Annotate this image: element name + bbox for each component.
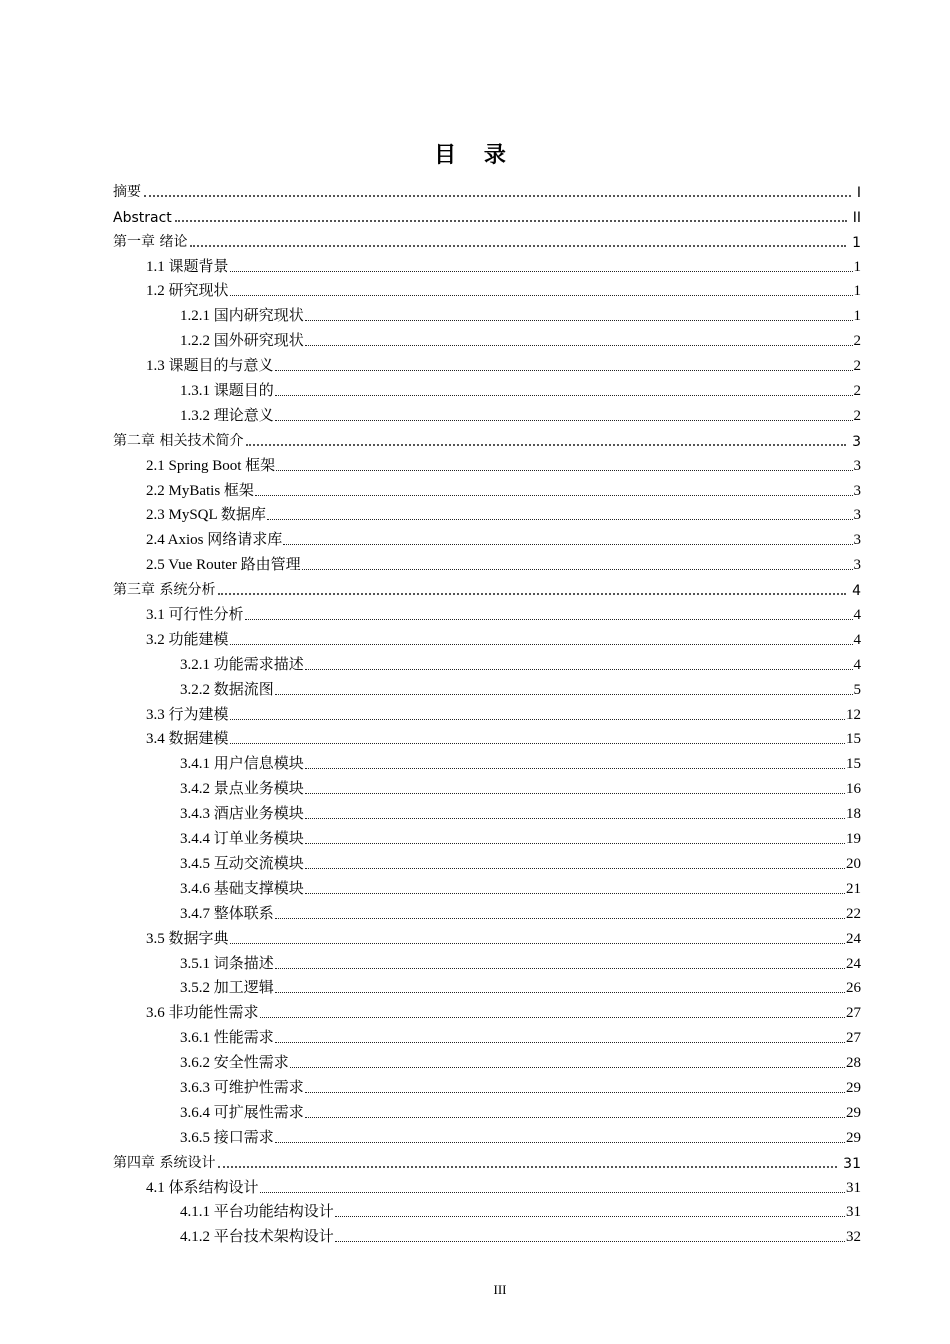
dot-leader (290, 1067, 845, 1068)
toc-entry-page: 2 (853, 383, 861, 400)
toc-entry-title: 3.6 非功能性需求 (146, 1005, 259, 1022)
toc-entry-title: 4.1 体系结构设计 (146, 1179, 259, 1196)
toc-entry[interactable] (113, 1221, 861, 1246)
toc-entry-title: 3.2.2 数据流图 (180, 681, 274, 698)
dot-leader (144, 195, 851, 197)
toc-entry[interactable] (113, 748, 861, 773)
toc-entry-page: 4 (853, 656, 861, 673)
toc-entry[interactable] (113, 848, 861, 873)
dot-leader (218, 1166, 837, 1168)
dot-leader (255, 495, 853, 496)
toc-entry-title: 3.4.5 互动交流模块 (180, 855, 304, 872)
toc-entry-page: 12 (846, 706, 861, 723)
toc-entry-title: 3.2 功能建模 (146, 631, 229, 648)
toc-entry[interactable] (113, 400, 861, 425)
toc-entry[interactable] (113, 475, 861, 500)
dot-leader (305, 1092, 845, 1093)
toc-entry[interactable] (113, 898, 861, 923)
dot-leader (305, 768, 845, 769)
toc-entry[interactable] (113, 674, 861, 699)
dot-leader (275, 395, 853, 396)
toc-entry[interactable] (113, 276, 861, 301)
toc-entry-page: 31 (846, 1179, 861, 1196)
toc-entry[interactable] (113, 599, 861, 624)
toc-entry[interactable] (113, 325, 861, 350)
dot-leader (305, 1117, 845, 1118)
toc-entry-page: 3 (853, 507, 861, 524)
toc-entry[interactable] (113, 798, 861, 823)
toc-entry-page: 2 (853, 333, 861, 350)
toc-entry-title: 3.4.2 景点业务模块 (180, 781, 304, 798)
dot-leader (230, 943, 845, 944)
dot-leader (335, 1241, 845, 1242)
dot-leader (275, 1142, 845, 1143)
toc-entry-page: 3 (853, 557, 861, 574)
toc-entry-title: 4.1.1 平台功能结构设计 (180, 1204, 334, 1221)
toc-entry-page: 1 (852, 234, 861, 251)
toc-entry[interactable] (113, 425, 861, 450)
toc-entry[interactable] (113, 1147, 861, 1172)
toc-entry[interactable] (113, 624, 861, 649)
toc-entry-page: 3 (853, 532, 861, 549)
toc-entry[interactable] (113, 649, 861, 674)
toc-entry-page: 20 (846, 855, 861, 872)
dot-leader (230, 271, 853, 272)
toc-entry-page: 32 (846, 1229, 861, 1246)
toc-entry-page: 1 (853, 308, 861, 325)
toc-entry[interactable] (113, 1097, 861, 1122)
toc-entry-title: 3.6.3 可维护性需求 (180, 1079, 304, 1096)
dot-leader (275, 992, 845, 993)
toc-entry-title: 2.4 Axios 网络请求库 (146, 532, 283, 549)
toc-entry-title: 3.1 可行性分析 (146, 607, 244, 624)
dot-leader (275, 370, 853, 371)
dot-leader (305, 345, 853, 346)
dot-leader (305, 893, 845, 894)
toc-entry-page: 29 (846, 1104, 861, 1121)
dot-leader (218, 593, 846, 595)
toc-entry-page: 3 (853, 457, 861, 474)
toc-entry-page: II (852, 209, 861, 226)
toc-entry-title: 2.5 Vue Router 路由管理 (146, 557, 301, 574)
toc-entry[interactable] (113, 201, 861, 226)
dot-leader (305, 793, 845, 794)
toc-entry-title: 3.2.1 功能需求描述 (180, 656, 304, 673)
toc-entry-title: 3.4.7 整体联系 (180, 905, 274, 922)
dot-leader (335, 1216, 845, 1217)
toc-entry-title: 1.3.1 课题目的 (180, 383, 274, 400)
toc-entry-title: 2.2 MyBatis 框架 (146, 482, 254, 499)
toc-entry-title: 摘要 (113, 183, 141, 200)
toc-entry-page: 15 (846, 756, 861, 773)
toc-entry-title: 3.4.1 用户信息模块 (180, 756, 304, 773)
toc-entry-title: 2.3 MySQL 数据库 (146, 507, 266, 524)
dot-leader (302, 569, 853, 570)
toc-entry-page: 27 (846, 1030, 861, 1047)
toc-entry-title: 3.4.3 酒店业务模块 (180, 806, 304, 823)
toc-entry-title: Abstract (113, 209, 172, 226)
toc-entry-title: 3.3 行为建模 (146, 706, 229, 723)
toc-entry[interactable] (113, 500, 861, 525)
dot-leader (283, 544, 852, 545)
toc-entry-page: 24 (846, 955, 861, 972)
toc-entry-page: 16 (846, 781, 861, 798)
toc-entry-title: 1.3 课题目的与意义 (146, 358, 274, 375)
toc-entry[interactable] (113, 574, 861, 599)
toc-entry-page: 22 (846, 905, 861, 922)
toc-entry[interactable] (113, 176, 861, 201)
toc-entry[interactable] (113, 1122, 861, 1147)
toc-entry-title: 3.5 数据字典 (146, 930, 229, 947)
toc-entry-page: 2 (853, 407, 861, 424)
toc-entry[interactable] (113, 1072, 861, 1097)
dot-leader (275, 918, 845, 919)
toc-entry[interactable] (113, 997, 861, 1022)
toc-entry-page: 15 (846, 731, 861, 748)
toc-entry-page: 3 (853, 482, 861, 499)
dot-leader (305, 669, 853, 670)
dot-leader (260, 1192, 845, 1193)
toc-entry-title: 2.1 Spring Boot 框架 (146, 457, 276, 474)
toc-entry[interactable] (113, 300, 861, 325)
toc-entry[interactable] (113, 724, 861, 749)
dot-leader (230, 719, 845, 720)
toc-entry-page: 29 (846, 1079, 861, 1096)
dot-leader (267, 519, 853, 520)
dot-leader (275, 694, 853, 695)
dot-leader (260, 1017, 845, 1018)
toc-entry[interactable] (113, 1172, 861, 1197)
toc-entry-title: 3.6.4 可扩展性需求 (180, 1104, 304, 1121)
toc-entry[interactable] (113, 948, 861, 973)
toc-entry-page: 4 (853, 631, 861, 648)
dot-leader (305, 843, 845, 844)
dot-leader (275, 420, 853, 421)
dot-leader (275, 968, 845, 969)
toc-entry-title: 3.6.1 性能需求 (180, 1030, 274, 1047)
toc-entry[interactable] (113, 773, 861, 798)
dot-leader (230, 644, 853, 645)
toc-entry-page: 18 (846, 806, 861, 823)
toc-entry[interactable] (113, 524, 861, 549)
dot-leader (305, 818, 845, 819)
toc-entry-page: 19 (846, 831, 861, 848)
toc-entry-page: 1 (853, 258, 861, 275)
toc-entry-title: 3.6.5 接口需求 (180, 1129, 274, 1146)
toc-entry-title: 1.2.1 国内研究现状 (180, 308, 304, 325)
toc-entry[interactable] (113, 823, 861, 848)
toc-entry-title: 3.4.6 基础支撑模块 (180, 880, 304, 897)
toc-entry-page: 4 (853, 607, 861, 624)
toc-entry-page: 26 (846, 980, 861, 997)
dot-leader (230, 743, 845, 744)
toc-entry[interactable] (113, 226, 861, 251)
toc-title: 目 录 (434, 143, 516, 168)
table-of-contents (113, 176, 861, 1246)
toc-entry-title: 1.1 课题背景 (146, 258, 229, 275)
toc-entry[interactable] (113, 549, 861, 574)
toc-entry-title: 3.4 数据建模 (146, 731, 229, 748)
toc-entry-page: 31 (846, 1204, 861, 1221)
toc-entry-title: 3.4.4 订单业务模块 (180, 831, 304, 848)
toc-entry[interactable] (113, 923, 861, 948)
toc-entry-page: 31 (843, 1155, 861, 1172)
toc-entry-page: 27 (846, 1005, 861, 1022)
dot-leader (276, 470, 852, 471)
toc-entry-title: 第三章 系统分析 (113, 582, 216, 599)
toc-entry-page: 3 (852, 433, 861, 450)
toc-entry-page: 29 (846, 1129, 861, 1146)
toc-entry-title: 3.5.1 词条描述 (180, 955, 274, 972)
toc-entry-page: 28 (846, 1055, 861, 1072)
toc-entry-title: 第一章 绪论 (113, 233, 188, 250)
toc-entry-title: 第四章 系统设计 (113, 1154, 216, 1171)
toc-entry-title: 1.3.2 理论意义 (180, 407, 274, 424)
dot-leader (175, 220, 847, 222)
toc-entry-page: I (856, 184, 861, 201)
toc-entry[interactable] (113, 251, 861, 276)
toc-entry-title: 第二章 相关技术简介 (113, 432, 244, 449)
toc-entry-page: 2 (853, 358, 861, 375)
dot-leader (305, 868, 845, 869)
toc-entry[interactable] (113, 873, 861, 898)
toc-entry-page: 1 (853, 283, 861, 300)
toc-entry-title: 1.2.2 国外研究现状 (180, 333, 304, 350)
toc-entry[interactable] (113, 1197, 861, 1222)
toc-entry[interactable] (113, 1047, 861, 1072)
dot-leader (275, 1042, 845, 1043)
dot-leader (245, 619, 853, 620)
toc-entry-page: 21 (846, 880, 861, 897)
dot-leader (190, 245, 846, 247)
toc-entry[interactable] (113, 450, 861, 475)
toc-entry-title: 3.5.2 加工逻辑 (180, 980, 274, 997)
toc-entry[interactable] (113, 1022, 861, 1047)
toc-entry[interactable] (113, 699, 861, 724)
dot-leader (230, 295, 853, 296)
toc-entry[interactable] (113, 973, 861, 998)
page-number: III (493, 1282, 507, 1297)
toc-entry-title: 3.6.2 安全性需求 (180, 1055, 289, 1072)
dot-leader (246, 444, 846, 446)
toc-entry-page: 5 (853, 681, 861, 698)
toc-entry-page: 4 (852, 583, 861, 600)
dot-leader (305, 320, 853, 321)
toc-entry-title: 1.2 研究现状 (146, 283, 229, 300)
toc-entry[interactable] (113, 375, 861, 400)
toc-entry[interactable] (113, 350, 861, 375)
toc-entry-title: 4.1.2 平台技术架构设计 (180, 1229, 334, 1246)
toc-entry-page: 24 (846, 930, 861, 947)
